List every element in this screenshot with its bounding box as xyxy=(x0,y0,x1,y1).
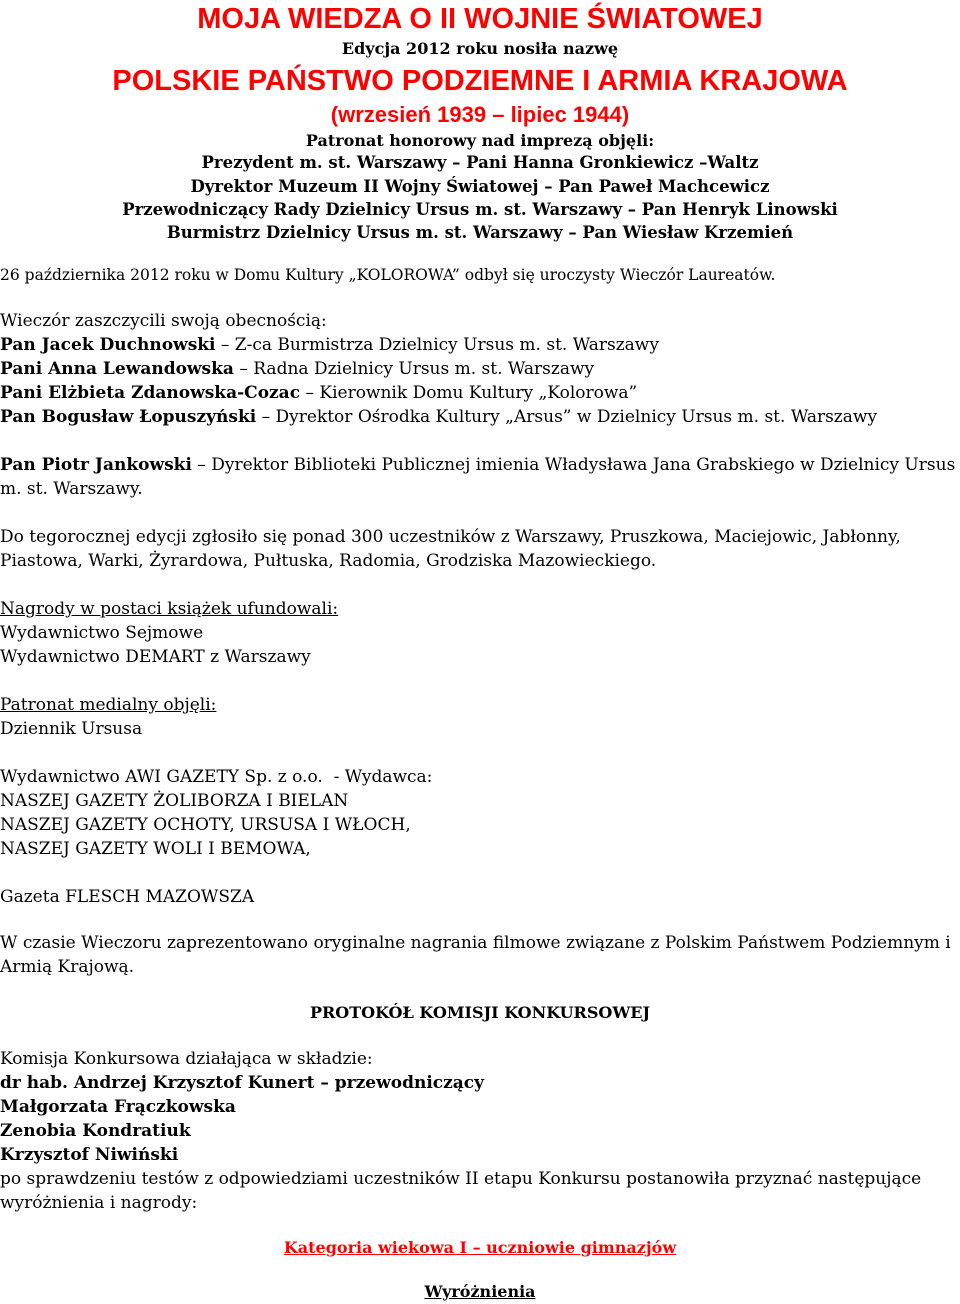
paper-item: NASZEJ GAZETY OCHOTY, URSUSA I WŁOCH, xyxy=(0,815,411,835)
patron-line: Prezydent m. st. Warszawy – Pani Hanna Gronkiewicz –Waltz xyxy=(201,153,759,172)
guest-role: – Z-ca Burmistrza Dzielnicy Ursus m. st. Warszawy xyxy=(215,335,659,355)
commission-member: Krzysztof Niwiński xyxy=(0,1145,179,1165)
films-paragraph: W czasie Wieczoru zaprezentowano oryginalne nagrania filmowe związane z Polskim Państwem Podziemnym i Armią Krajową. xyxy=(0,933,951,977)
guest-role: – Dyrektor Ośrodka Kultury „Arsus” w Dzielnicy Ursus m. st. Warszawy xyxy=(256,407,878,427)
publisher-line: Wydawnictwo AWI GAZETY Sp. z o.o. - Wydawca: xyxy=(0,767,433,787)
prizes-heading: Nagrody w postaci książek ufundowali: xyxy=(0,599,339,619)
guests-intro: Wieczór zaszczycili swoją obecnością: xyxy=(0,311,327,331)
guest-name: Pan Jacek Duchnowski xyxy=(0,335,216,355)
edition-dates: (wrzesień 1939 – lipiec 1944) xyxy=(330,102,630,127)
guest-line xyxy=(0,453,960,501)
guest-role: – Dyrektor Biblioteki Publicznej imienia Władysława Jana Grabskiego w Dzielnicy Ursus m. st. Warszawy. xyxy=(0,455,956,499)
media-item: Dziennik Ursusa xyxy=(0,719,143,739)
patron-line: Dyrektor Muzeum II Wojny Światowej – Pan Paweł Machcewicz xyxy=(190,177,770,196)
sponsor-item: Wydawnictwo Sejmowe xyxy=(0,623,204,643)
paper-item: NASZEJ GAZETY ŻOLIBORZA I BIELAN xyxy=(0,791,349,811)
edition-name: POLSKIE PAŃSTWO PODZIEMNE I ARMIA KRAJOWA xyxy=(112,65,848,97)
paper-item: Gazeta FLESCH MAZOWSZA xyxy=(0,887,255,907)
guest-name: Pan Bogusław Łopuszyński xyxy=(0,407,257,427)
commission-member: Małgorzata Frączkowska xyxy=(0,1097,236,1117)
patron-line: Burmistrz Dzielnicy Ursus m. st. Warszawy – Pan Wiesław Krzemień xyxy=(166,223,794,242)
commission-member: dr hab. Andrzej Krzysztof Kunert – przewodniczący xyxy=(0,1073,485,1093)
edition-line: Edycja 2012 roku nosiła nazwę xyxy=(341,39,619,58)
prizes-heading-line xyxy=(0,597,960,621)
guest-name: Pani Anna Lewandowska xyxy=(0,359,234,379)
guest-line xyxy=(0,333,960,357)
guest-line xyxy=(0,357,960,381)
patronage-intro: Patronat honorowy nad imprezą objęli: xyxy=(305,131,655,150)
intro-paragraph: 26 października 2012 roku w Domu Kultury „KOLOROWA” odbył się uroczysty Wieczór Laureatów. xyxy=(0,266,776,284)
category-heading-line xyxy=(0,1236,960,1260)
patron-line: Przewodniczący Rady Dzielnicy Ursus m. st. Warszawy – Pan Henryk Linowski xyxy=(122,200,838,219)
guest-name: Pan Piotr Jankowski xyxy=(0,455,192,475)
distinctions-heading-line xyxy=(0,1280,960,1304)
guest-line xyxy=(0,381,960,405)
distinctions-heading: Wyróżnienia xyxy=(424,1282,536,1301)
participants-paragraph: Do tegorocznej edycji zgłosiło się ponad 300 uczestników z Warszawy, Pruszkowa, Maciejowic, Jabłonny, Piastowa, Warki, Żyrardowa, Pułtuska, Radomia, Grodziska Mazowieckiego. xyxy=(0,527,901,571)
guest-role: – Kierownik Domu Kultury „Kolorowa” xyxy=(300,383,638,403)
guest-role: – Radna Dzielnicy Ursus m. st. Warszawy xyxy=(233,359,595,379)
paper-item: NASZEJ GAZETY WOLI I BEMOWA, xyxy=(0,839,311,859)
media-heading-line xyxy=(0,693,960,717)
sponsor-item: Wydawnictwo DEMART z Warszawy xyxy=(0,647,311,667)
commission-member: Zenobia Kondratiuk xyxy=(0,1121,191,1141)
commission-intro: Komisja Konkursowa działająca w składzie: xyxy=(0,1049,373,1069)
guest-line xyxy=(0,405,960,429)
category-heading: Kategoria wiekowa I – uczniowie gimnazjów xyxy=(283,1238,677,1257)
decision-paragraph: po sprawdzeniu testów z odpowiedziami uczestników II etapu Konkursu postanowiła przyznać następujące wyróżnienia i nagrody: xyxy=(0,1169,922,1213)
guest-name: Pani Elżbieta Zdanowska-Cozac xyxy=(0,383,301,403)
page-title: MOJA WIEDZA O II WOJNIE ŚWIATOWEJ xyxy=(197,3,763,35)
protocol-heading: PROTOKÓŁ KOMISJI KONKURSOWEJ xyxy=(309,1003,651,1022)
media-heading: Patronat medialny objęli: xyxy=(0,695,217,715)
